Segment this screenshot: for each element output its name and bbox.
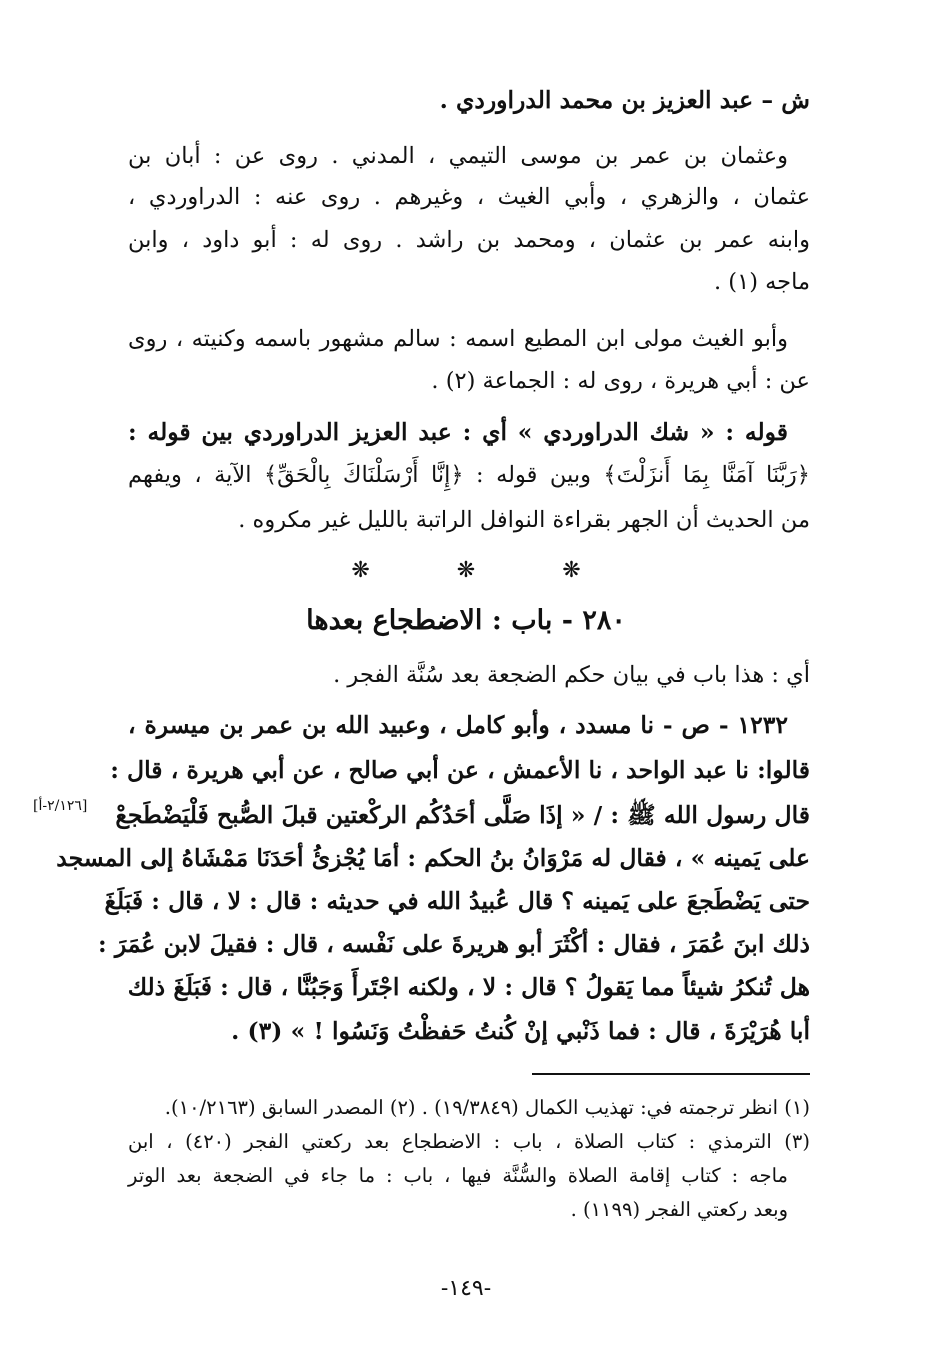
footnote-line: (٣) الترمذي : كتاب الصلاة ، باب : الاضطجاع بعد ركعتي الفجر (٤٢٠) ، ابن [128, 1130, 810, 1153]
chapter-intro: أي : هذا باب في بيان حكم الضجعة بعد سُنَّة الفجر . [333, 662, 810, 688]
chapter-title: ٢٨٠ - باب : الاضطجاع بعدها [306, 605, 626, 636]
hadith-line: هل تُنكرُ شيئاً مما يَقولُ ؟ قال : لا ، ولكنه اجْتَرأَ وَجَبُنَّا ، قال : فَبَلَغَ ذلك [127, 973, 810, 1001]
commentary-line: وابنه عمر بن عثمان ، ومحمد بن راشد . روى له : أبو داود ، وابن [128, 227, 810, 253]
commentary-line: ش – عبد العزيز بن محمد الدراوردي . [439, 86, 810, 114]
page-number: -١٤٩- [440, 1276, 492, 1301]
commentary-line: ماجه (١) . [714, 269, 810, 295]
hadith-line: ١٢٣٢ - ص - نا مسدد ، وأبو كامل ، وعبيد الله بن عمر بن ميسرة ، [128, 711, 788, 739]
footnote-line: ماجه : كتاب إقامة الصلاة والسُّنَّة فيها ، باب : ما جاء في الضجعة بعد الوتر [128, 1164, 788, 1187]
commentary-line: من الحديث أن الجهر بقراءة النوافل الراتبة بالليل غير مكروه . [238, 507, 810, 533]
footnote-line: (١) انظر ترجمته في: تهذيب الكمال (١٩/٣٨٤٩) . (٢) المصدر السابق (١٠/٢١٦٣). [164, 1096, 810, 1119]
section-separator: ❋ ❋ ❋ [351, 558, 621, 583]
hadith-line: على يَمينه » ، فقال له مَرْوَانُ بنُ الحكم : أمَا يُجْزئُ أحَدَنَا مَمْشَاهُ إلى المسجد [56, 844, 810, 872]
footnote-line: وبعد ركعتي الفجر (١١٩٩) . [570, 1198, 788, 1221]
commentary-line: ﴿رَبَّنَا آمَنَّا بِمَا أَنزَلْتَ﴾ وبين قوله : ﴿إِنَّا أَرْسَلْنَاكَ بِالْحَقِّ﴾ الآية ، ويفهم [128, 462, 810, 488]
commentary-line: وأبو الغيث مولى ابن المطيع اسمه : سالم مشهور باسمه وكنيته ، روى [128, 326, 788, 352]
commentary-line: عن : أبي هريرة ، روى له : الجماعة (٢) . [431, 368, 810, 394]
commentary-line: قوله : « شك الدراوردي » أي : عبد العزيز الدراوردي بين قوله : [128, 418, 788, 446]
commentary-line: وعثمان بن عمر بن موسى التيمي ، المدني . روى عن : أبان بن [128, 143, 788, 169]
hadith-line: حتى يَضْطَجعَ على يَمينه ؟ قال عُبيدُ الله في حديثه : قال : لا ، قال : فَبَلَغَ [104, 887, 810, 915]
hadith-line: أبا هُرَيْرَةَ ، قال : فما ذَنْبي إنْ كُنتُ حَفظْتُ وَنَسُوا ! » (٣) . [231, 1017, 810, 1045]
hadith-line: قالوا: نا عبد الواحد ، نا الأعمش ، عن أبي صالح ، عن أبي هريرة ، قال : [110, 756, 810, 784]
hadith-line: ذلك ابنَ عُمَرَ ، فقال : أكْثَرَ أبو هريرةَ على نَفْسه ، قال : فقيلَ لابن عُمَرَ : [97, 930, 810, 958]
hadith-line: قال رسول الله ﷺ : / « إذَا صَلَّى أحَدُكُم الركْعتين قبلَ الصُّبح فَلْيَضْطَجعْ [115, 801, 810, 829]
margin-folio-note: [٢/١٢٦-أ] [33, 798, 88, 814]
commentary-line: عثمان ، والزهري ، وأبي الغيث ، وغيرهم . روى عنه : الدراوردي ، [128, 184, 810, 210]
